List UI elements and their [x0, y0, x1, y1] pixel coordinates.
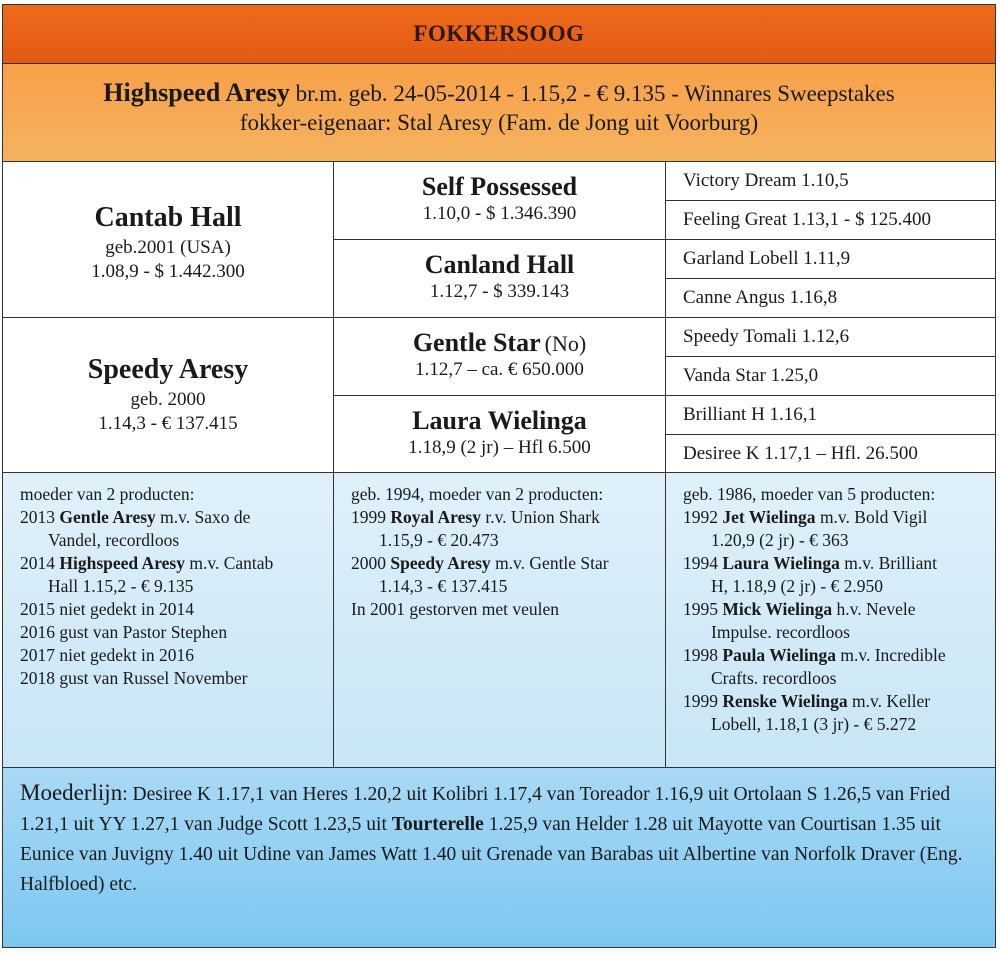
produce-year: 1995 [683, 599, 718, 619]
produce-intro: moeder van 2 producten: [20, 484, 195, 504]
produce-desc-cont: Vandel, recordloos [48, 530, 180, 550]
page-title: FOKKERSOOG [413, 21, 585, 46]
produce-line: 2017 niet gedekt in 2016 [20, 645, 195, 665]
produce-desc: m.v. Bold Vigil [819, 507, 928, 527]
produce-entry [351, 552, 657, 598]
produce-desc: r.v. Union Shark [485, 507, 600, 527]
produce-desc-cont: 1.14,3 - € 137.415 [379, 576, 508, 596]
produce-intro: geb. 1986, moeder van 5 producten: [683, 484, 936, 504]
horse-details: br.m. geb. 24-05-2014 - 1.15,2 - € 9.135 - Winnares Sweepstakes [295, 81, 895, 106]
sire-sire-cell [334, 162, 666, 240]
produce-entry [20, 506, 325, 552]
moederlijn-highlight: Tourterelle [391, 814, 484, 835]
dam-record: 1.14,3 - € 137.415 [98, 413, 238, 434]
dam-sire-record: 1.12,7 – ca. € 650.000 [415, 359, 584, 380]
sire-dam-name: Canland Hall [424, 250, 575, 279]
dam-sire-name: Gentle Star [412, 328, 541, 357]
produce-desc-cont: H, 1.18,9 (2 jr) - € 2.950 [711, 576, 884, 596]
produce-desc-cont: 1.20,9 (2 jr) - € 363 [711, 530, 849, 550]
produce-year: 2014 [20, 553, 55, 573]
produce-name: Mick Wielinga [722, 599, 833, 619]
produce-name: Renske Wielinga [722, 691, 848, 711]
breeder-line: fokker-eigenaar: Stal Aresy (Fam. de Jong uit Voorburg) [239, 110, 759, 135]
produce-year: 2000 [351, 553, 386, 573]
produce-desc-cont: Crafts. recordloos [711, 668, 837, 688]
produce-entry [683, 644, 987, 690]
sire-birth: geb.2001 (USA) [105, 237, 231, 258]
dam-birth: geb. 2000 [130, 389, 206, 410]
pedigree-table [3, 162, 995, 473]
gen3-item: Brilliant H 1.16,1 [666, 396, 995, 435]
produce-entry [683, 690, 987, 736]
moederlijn-section [3, 768, 995, 947]
moederlijn-text-cont: 1.25,9 van Helder 1.28 uit Mayotte van Courtisan 1.35 uit Eunice van Juvigny 1.40 uit Udine van James Watt 1.40 uit Grenade van Barabas uit Albertine van Norfolk Draver (Eng. Halfbloed) etc. [20, 814, 963, 895]
gen3-item: Garland Lobell 1.11,9 [666, 240, 995, 279]
dam-name: Speedy Aresy [87, 354, 249, 385]
moederlijn-text: : Desiree K 1.17,1 van Heres 1.20,2 uit Kolibri 1.17,4 van Toreador 1.16,9 uit Ortolaan S 1.26,5 van Fried 1.21,1 uit YY 1.27,1 van Judge Scott 1.23,5 uit [20, 784, 951, 835]
title-bar [3, 5, 995, 64]
produce-year: 1994 [683, 553, 718, 573]
produce-entry [683, 506, 987, 552]
produce-column-great-granddam [666, 473, 995, 767]
produce-desc: m.v. Saxo de [160, 507, 251, 527]
dam-dam-name: Laura Wielinga [412, 406, 587, 435]
produce-desc: m.v. Incredible [840, 645, 946, 665]
horse-name: Highspeed Aresy [103, 78, 290, 107]
produce-line: In 2001 gestorven met veulen [351, 599, 560, 619]
produce-year: 2013 [20, 507, 55, 527]
gen3-item: Speedy Tomali 1.12,6 [666, 318, 995, 357]
produce-desc: m.v. Gentle Star [495, 553, 609, 573]
dam-sire-tag: (No) [544, 331, 587, 356]
produce-section [3, 473, 995, 768]
produce-intro: geb. 1994, moeder van 2 producten: [351, 484, 604, 504]
produce-desc-cont: Hall 1.15,2 - € 9.135 [48, 576, 194, 596]
produce-name: Speedy Aresy [390, 553, 491, 573]
dam-cell [3, 318, 334, 473]
produce-name: Highspeed Aresy [59, 553, 185, 573]
produce-desc: m.v. Keller [852, 691, 931, 711]
produce-line: 2018 gust van Russel November [20, 668, 248, 688]
produce-line: 2016 gust van Pastor Stephen [20, 622, 228, 642]
produce-desc-cont: 1.15,9 - € 20.473 [379, 530, 499, 550]
sire-dam-record: 1.12,7 - $ 339.143 [429, 281, 570, 302]
gen3-item: Canne Angus 1.16,8 [666, 279, 995, 318]
header-line-1 [3, 78, 995, 108]
produce-desc-cont: Lobell, 1.18,1 (3 jr) - € 5.272 [711, 714, 917, 734]
sire-sire-name: Self Possessed [421, 172, 578, 201]
gen3-item: Feeling Great 1.13,1 - $ 125.400 [666, 201, 995, 240]
sire-name: Cantab Hall [94, 202, 242, 233]
produce-desc: m.v. Cantab [189, 553, 274, 573]
gen3-item: Vanda Star 1.25,0 [666, 357, 995, 396]
horse-header [3, 64, 995, 162]
produce-column-granddam [334, 473, 666, 767]
produce-desc: m.v. Brilliant [844, 553, 937, 573]
sire-record: 1.08,9 - $ 1.442.300 [91, 261, 245, 282]
sire-dam-cell [334, 240, 666, 318]
produce-entry [20, 552, 325, 598]
sire-cell [3, 162, 334, 318]
produce-column-dam [3, 473, 334, 767]
dam-dam-cell [334, 396, 666, 473]
produce-year: 1992 [683, 507, 718, 527]
produce-name: Paula Wielinga [722, 645, 836, 665]
produce-year: 1999 [351, 507, 386, 527]
dam-dam-record: 1.18,9 (2 jr) – Hfl 6.500 [408, 437, 591, 458]
dam-sire-cell [334, 318, 666, 396]
produce-name: Jet Wielinga [722, 507, 816, 527]
produce-name: Laura Wielinga [722, 553, 840, 573]
produce-year: 1999 [683, 691, 718, 711]
produce-line: 2015 niet gedekt in 2014 [20, 599, 195, 619]
produce-name: Royal Aresy [390, 507, 481, 527]
gen3-item: Victory Dream 1.10,5 [666, 162, 995, 201]
gen3-item: Desiree K 1.17,1 – Hfl. 26.500 [666, 435, 995, 473]
produce-desc: h.v. Nevele [836, 599, 916, 619]
sire-sire-record: 1.10,0 - $ 1.346.390 [422, 203, 577, 224]
produce-desc-cont: Impulse. recordloos [711, 622, 850, 642]
produce-entry [683, 598, 987, 644]
moederlijn-label: Moederlijn [20, 780, 123, 805]
produce-entry [683, 552, 987, 598]
produce-name: Gentle Aresy [59, 507, 156, 527]
produce-year: 1998 [683, 645, 718, 665]
produce-entry [351, 506, 657, 552]
